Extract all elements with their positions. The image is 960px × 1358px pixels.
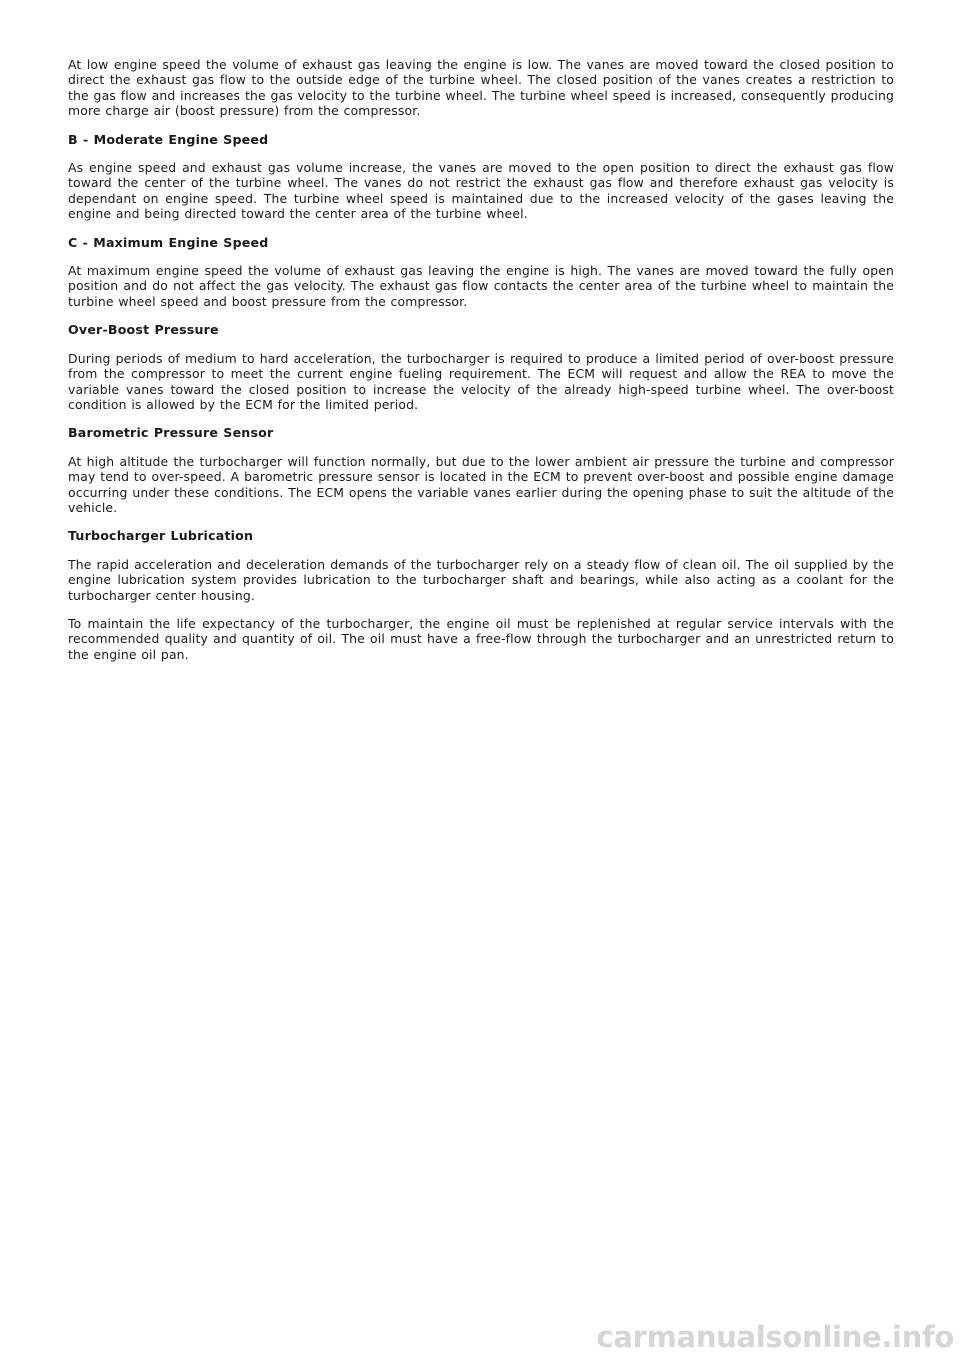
paragraph-moderate-engine-speed: As engine speed and exhaust gas volume increase, the vanes are moved to the open position to direct the exhaust gas flow toward the center of the turbine wheel. The vanes do not restrict the exhaust gas flow and therefore exhaust gas velocity is dependant on engine speed. The turbine wheel speed is maintained due to the increased velocity of the gases leaving the engine and being directed toward the center area of the turbine wheel. (68, 160, 894, 222)
paragraph-oil-maintenance: To maintain the life expectancy of the turbocharger, the engine oil must be replenished at regular service intervals with the recommended quality and quantity of oil. The oil must have a free-flow through the turbocharger and an unrestricted return to the engine oil pan. (68, 615, 894, 662)
heading-turbocharger-lubrication: Turbocharger Lubrication (68, 528, 254, 544)
paragraph-over-boost-pressure: During periods of medium to hard acceleration, the turbocharger is required to produce a limited period of over-boost pressure from the compressor to meet the current engine fueling requirement. The ECM will request and allow the REA to move the variable vanes toward the closed position to increase the velocity of the already high-speed turbine wheel. The over-boost condition is allowed by the ECM for the limited period. (68, 350, 894, 412)
document-body (68, 57, 894, 675)
heading-maximum-engine-speed: C - Maximum Engine Speed (68, 234, 269, 250)
paragraph-barometric-pressure-sensor: At high altitude the turbocharger will function normally, but due to the lower ambient air pressure the turbine and compressor may tend to over-speed. A barometric pressure sensor is located in the ECM to prevent over-boost and possible engine damage occurring under these conditions. The ECM opens the variable vanes earlier during the opening phase to suit the altitude of the vehicle. (68, 453, 894, 515)
heading-over-boost-pressure: Over-Boost Pressure (68, 322, 219, 338)
paragraph-low-engine-speed: At low engine speed the volume of exhaust gas leaving the engine is low. The vanes are moved toward the closed position to direct the exhaust gas flow to the outside edge of the turbine wheel. The closed position of the vanes creates a restriction to the gas flow and increases the gas velocity to the turbine wheel. The turbine wheel speed is increased, consequently producing more charge air (boost pressure) from the compressor. (68, 57, 894, 119)
paragraph-maximum-engine-speed: At maximum engine speed the volume of exhaust gas leaving the engine is high. The vanes are moved toward the fully open position and do not affect the gas velocity. The exhaust gas flow contacts the center area of the turbine wheel to maintain the turbine wheel speed and boost pressure from the compressor. (68, 263, 894, 309)
paragraph-turbocharger-lubrication: The rapid acceleration and deceleration demands of the turbocharger rely on a steady flow of clean oil. The oil supplied by the engine lubrication system provides lubrication to the turbocharger shaft and bearings, while also acting as a coolant for the turbocharger center housing. (68, 556, 894, 603)
heading-barometric-pressure-sensor: Barometric Pressure Sensor (68, 425, 274, 441)
heading-moderate-engine-speed: B - Moderate Engine Speed (68, 131, 269, 147)
watermark-logo: carmanualsonline.info (596, 1320, 954, 1354)
